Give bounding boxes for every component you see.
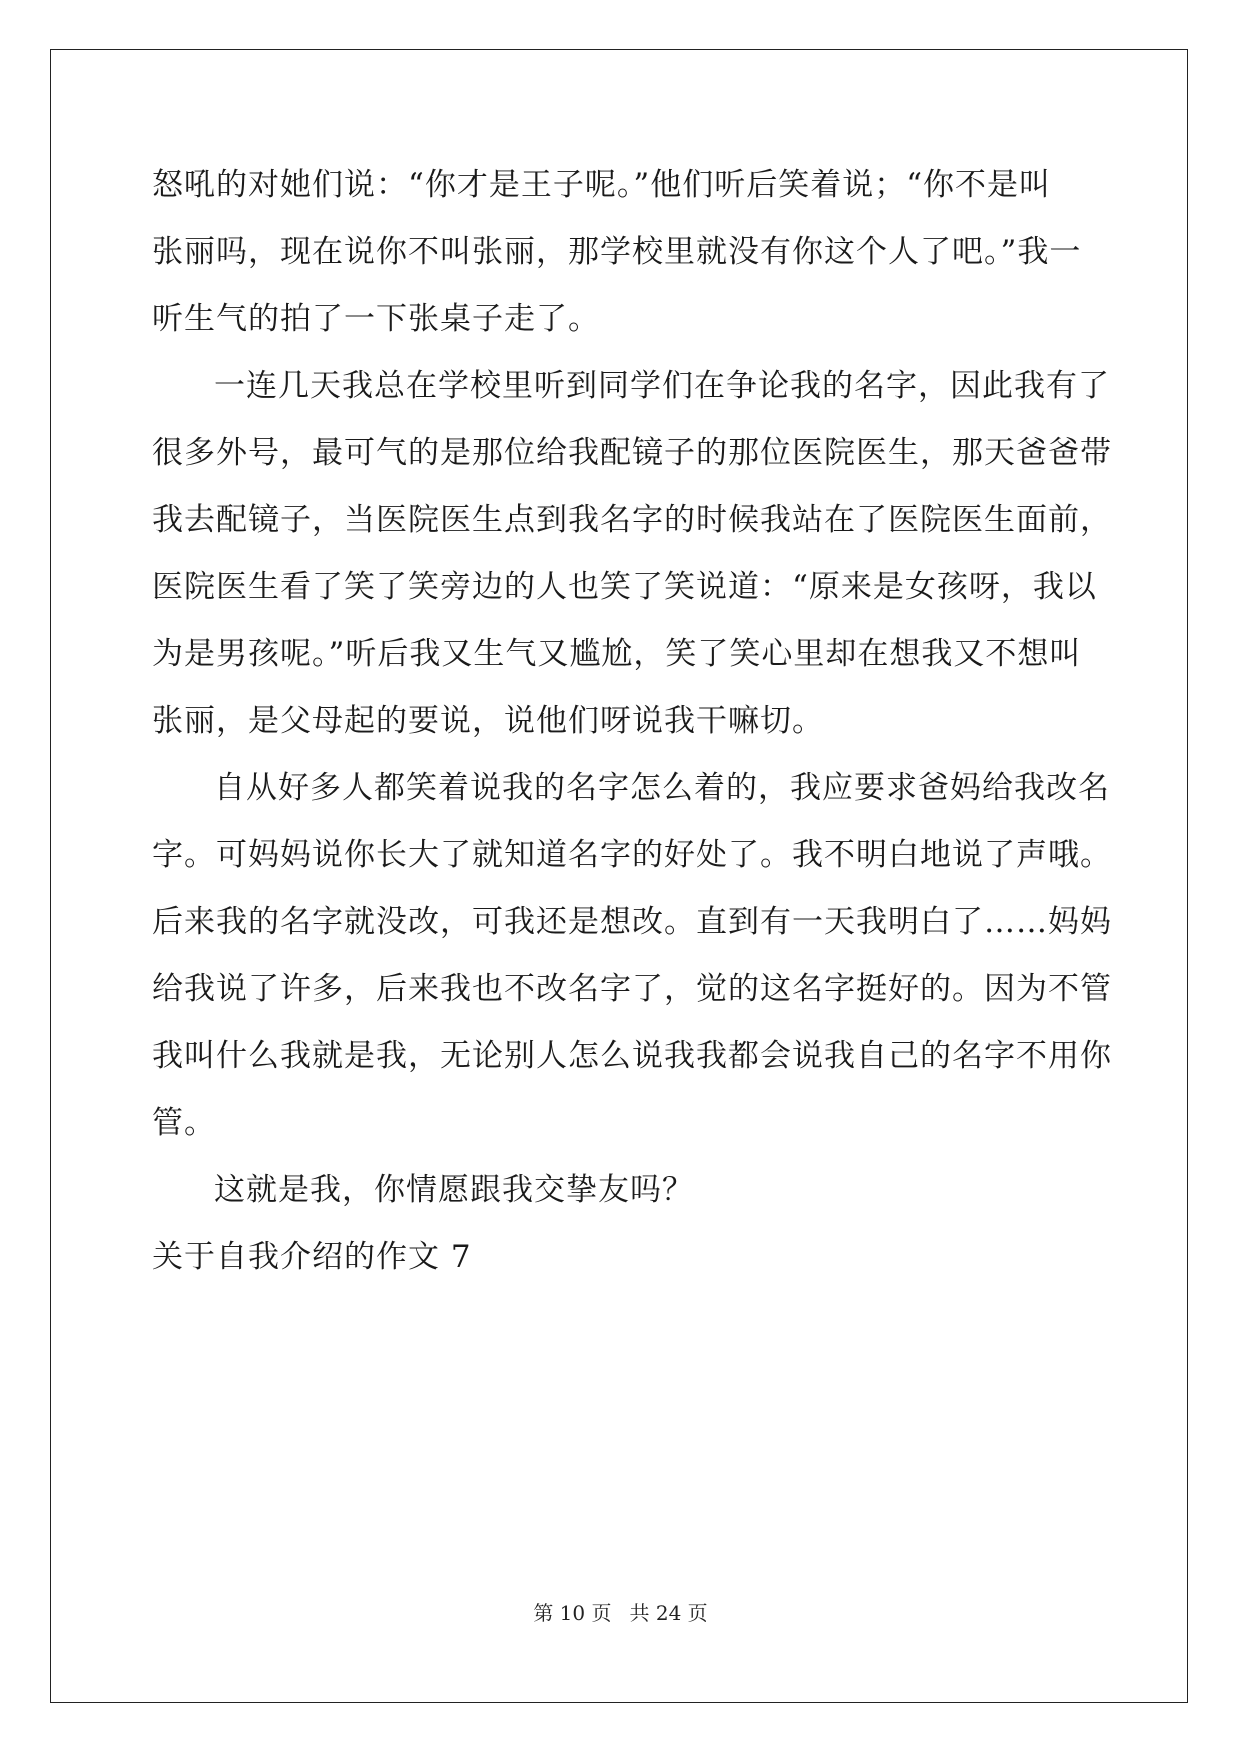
paragraph <box>152 152 1084 353</box>
text-line: 为是男孩呢。”听后我又生气又尴尬，笑了笑心里却在想我又不想叫 <box>152 636 1082 672</box>
page-total: 共 24 页 <box>629 1601 708 1625</box>
paragraph <box>152 1157 1084 1224</box>
paragraph <box>152 755 1112 1157</box>
text-line: 我去配镜子，当医院医生点到我名字的时候我站在了医院医生面前， <box>152 502 1112 538</box>
paragraph <box>152 353 1112 755</box>
text-line: 很多外号，最可气的是那位给我配镜子的那位医院医生，那天爸爸带 <box>152 435 1112 471</box>
text-line: 医院医生看了笑了笑旁边的人也笑了笑说道：“原来是女孩呀，我以 <box>152 569 1097 605</box>
document-body <box>152 152 1112 1291</box>
text-line: 怒吼的对她们说：“你才是王子呢。”他们听后笑着说；“你不是叫 <box>152 167 1052 203</box>
text-line: 字。可妈妈说你长大了就知道名字的好处了。我不明白地说了声哦。 <box>152 837 1112 873</box>
section-heading: 关于自我介绍的作文 7 <box>152 1239 472 1275</box>
page-footer <box>0 1597 1241 1626</box>
text-line: 后来我的名字就没改，可我还是想改。直到有一天我明白了……妈妈 <box>152 904 1112 940</box>
text-line: 管。 <box>152 1105 216 1141</box>
text-line: 给我说了许多，后来我也不改名字了，觉的这名字挺好的。因为不管 <box>152 971 1112 1007</box>
text-line: 这就是我，你情愿跟我交挚友吗？ <box>214 1172 694 1208</box>
text-line: 听生气的拍了一下张桌子走了。 <box>152 301 600 337</box>
text-line: 我叫什么我就是我，无论别人怎么说我我都会说我自己的名字不用你 <box>152 1038 1112 1074</box>
page-number: 第 10 页 <box>533 1601 612 1625</box>
text-line: 一连几天我总在学校里听到同学们在争论我的名字，因此我有了 <box>214 368 1110 404</box>
text-line: 张丽，是父母起的要说，说他们呀说我干嘛切。 <box>152 703 824 739</box>
text-line: 张丽吗，现在说你不叫张丽，那学校里就没有你这个人了吧。”我一 <box>152 234 1082 270</box>
text-line: 自从好多人都笑着说我的名字怎么着的，我应要求爸妈给我改名 <box>214 770 1110 806</box>
